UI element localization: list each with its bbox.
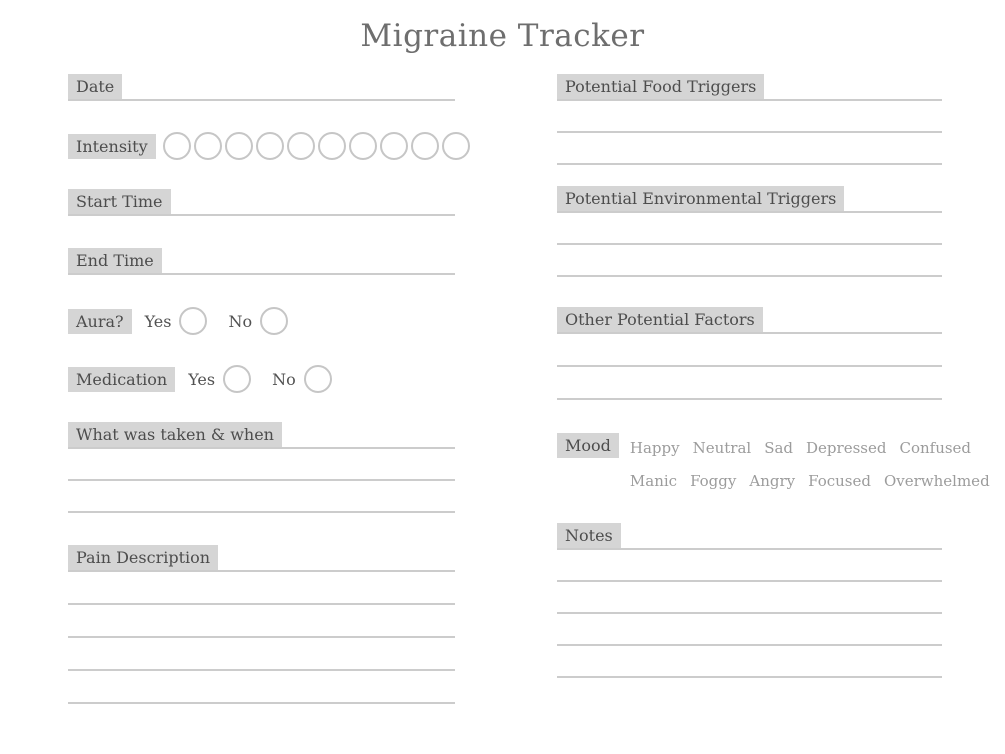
mood-option[interactable]: Manic (629, 471, 678, 490)
start-time-field[interactable] (68, 190, 455, 216)
writing-line[interactable] (557, 367, 942, 400)
writing-line[interactable] (68, 671, 455, 704)
intensity-circles (163, 132, 470, 160)
medication-taken-field (68, 423, 455, 513)
intensity-circle[interactable] (380, 132, 408, 160)
pain-description-field (68, 546, 455, 704)
aura-field (68, 307, 455, 335)
pain-description-lines (68, 572, 455, 704)
start-time-label: Start Time (68, 189, 171, 214)
environmental-triggers-label-row[interactable] (557, 187, 942, 213)
aura-yes-circle[interactable] (179, 307, 207, 335)
mood-options (630, 433, 990, 493)
other-factors-label: Other Potential Factors (557, 307, 763, 332)
food-triggers-field (557, 76, 942, 165)
intensity-circle[interactable] (349, 132, 377, 160)
writing-line[interactable] (557, 550, 942, 582)
date-label: Date (68, 74, 122, 99)
writing-line[interactable] (557, 646, 942, 678)
mood-option[interactable]: Neutral (692, 438, 752, 457)
writing-line[interactable] (68, 638, 455, 671)
other-factors-label-row[interactable] (557, 309, 942, 334)
pain-description-label-row[interactable] (68, 546, 455, 572)
other-factors-field (557, 309, 942, 400)
notes-field (557, 525, 942, 678)
medication-no-label: No (272, 369, 296, 389)
mood-field (557, 433, 990, 493)
medication-taken-label-row[interactable] (68, 423, 455, 449)
mood-option[interactable]: Happy (629, 438, 680, 457)
mood-label: Mood (557, 433, 619, 458)
medication-taken-lines (68, 449, 455, 513)
medication-taken-label: What was taken & when (68, 422, 282, 447)
writing-line[interactable] (557, 213, 942, 245)
writing-line[interactable] (557, 582, 942, 614)
food-triggers-label-row[interactable] (557, 76, 942, 101)
writing-line[interactable] (557, 133, 942, 165)
medication-label: Medication (68, 367, 175, 392)
right-column (557, 76, 990, 678)
writing-line[interactable] (68, 449, 455, 481)
intensity-circle[interactable] (411, 132, 439, 160)
intensity-circle[interactable] (287, 132, 315, 160)
writing-line[interactable] (68, 605, 455, 638)
writing-line[interactable] (68, 481, 455, 513)
aura-no-label: No (228, 311, 253, 331)
writing-line[interactable] (557, 245, 942, 277)
writing-line[interactable] (557, 334, 942, 367)
environmental-triggers-lines (557, 213, 942, 277)
mood-options-row-2 (630, 468, 990, 493)
mood-option[interactable]: Confused (899, 438, 972, 457)
writing-line[interactable] (68, 572, 455, 605)
food-triggers-lines (557, 101, 942, 165)
intensity-field (68, 132, 455, 160)
mood-option[interactable]: Depressed (806, 438, 887, 457)
date-field[interactable] (68, 76, 455, 101)
medication-field (68, 365, 455, 393)
mood-option[interactable]: Focused (808, 471, 871, 490)
intensity-label: Intensity (68, 134, 156, 159)
mood-option[interactable]: Overwhelmed (883, 471, 990, 490)
aura-label: Aura? (68, 309, 132, 334)
aura-no-circle[interactable] (260, 307, 288, 335)
medication-yes-circle[interactable] (223, 365, 251, 393)
intensity-circle[interactable] (442, 132, 470, 160)
environmental-triggers-label: Potential Environmental Triggers (557, 186, 844, 211)
end-time-label: End Time (68, 248, 162, 273)
other-factors-lines (557, 334, 942, 400)
intensity-circle[interactable] (225, 132, 253, 160)
end-time-field[interactable] (68, 249, 455, 275)
mood-options-row-1 (630, 435, 990, 460)
intensity-circle[interactable] (163, 132, 191, 160)
medication-no-circle[interactable] (304, 365, 332, 393)
pain-description-label: Pain Description (68, 545, 218, 570)
notes-label-row[interactable] (557, 525, 942, 550)
notes-lines (557, 550, 942, 678)
mood-option[interactable]: Sad (764, 438, 794, 457)
mood-option[interactable]: Angry (749, 471, 796, 490)
intensity-circle[interactable] (194, 132, 222, 160)
environmental-triggers-field (557, 187, 942, 277)
writing-line[interactable] (557, 614, 942, 646)
notes-label: Notes (557, 523, 621, 548)
medication-yes-label: Yes (188, 369, 216, 389)
intensity-circle[interactable] (256, 132, 284, 160)
food-triggers-label: Potential Food Triggers (557, 74, 764, 99)
aura-yes-label: Yes (144, 311, 172, 331)
page-title: Migraine Tracker (360, 18, 645, 54)
left-column (68, 76, 455, 704)
writing-line[interactable] (557, 101, 942, 133)
intensity-circle[interactable] (318, 132, 346, 160)
mood-option[interactable]: Foggy (690, 471, 737, 490)
